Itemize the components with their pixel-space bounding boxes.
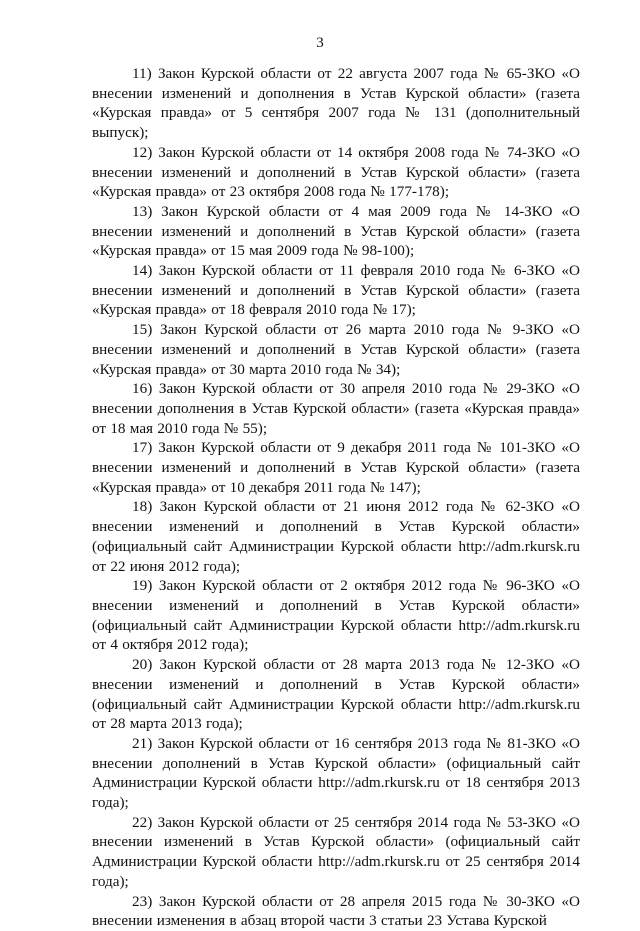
law-item-14: 14) Закон Курской области от 11 февраля 2010 года № 6-ЗКО «О внесении изменений и дополнений в Устав Курской области» (газета «Курская правда» от 18 февраля 2010 года № 17); (92, 262, 580, 319)
document-body (92, 64, 580, 931)
page-number: 3 (316, 35, 324, 51)
law-item-15: 15) Закон Курской области от 26 марта 2010 года № 9-ЗКО «О внесении изменений и дополнений в Устав Курской области» (газета «Курская правда» от 30 марта 2010 года № 34); (92, 321, 580, 378)
law-item-19: 19) Закон Курской области от 2 октября 2012 года № 96-ЗКО «О внесении изменений и дополнений в Устав Курской области» (официальный сайт Администрации Курской области http://adm.rkursk.ru от 4 октября 2012 года); (92, 577, 580, 654)
law-item-13: 13) Закон Курской области от 4 мая 2009 года № 14-ЗКО «О внесении изменений и дополнений в Устав Курской области» (газета «Курская правда» от 15 мая 2009 года № 98-100); (92, 202, 580, 260)
law-item-20: 20) Закон Курской области от 28 марта 2013 года № 12-ЗКО «О внесении изменений и дополнений в Устав Курской области» (официальный сайт Администрации Курской области http://adm.rkursk.ru от 28 марта 2013 года); (92, 656, 580, 733)
law-item-21: 21) Закон Курской области от 16 сентября 2013 года № 81-ЗКО «О внесении дополнений в Устав Курской области» (официальный сайт Администрации Курской области http://adm.rkursk.ru от 18 сентября 2013 года); (92, 734, 580, 812)
law-item-17: 17) Закон Курской области от 9 декабря 2011 года № 101-ЗКО «О внесении изменений и дополнений в Устав Курской области» (газета «Курская правда» от 10 декабря 2011 года № 147); (92, 439, 580, 496)
law-item-22: 22) Закон Курской области от 25 сентября 2014 года № 53-ЗКО «О внесении изменений в Устав Курской области» (официальный сайт Администрации Курской области http://adm.rkursk.ru от 25 сентября 2014 года); (92, 813, 580, 890)
law-item-23: 23) Закон Курской области от 28 апреля 2015 года № 30-ЗКО «О внесении изменения в абзац второй части 3 статьи 23 Устава Курской (92, 892, 580, 930)
law-item-18: 18) Закон Курской области от 21 июня 2012 года № 62-ЗКО «О внесении изменений и дополнений в Устав Курской области» (официальный сайт Администрации Курской области http://adm.rkursk.ru от 22 июня 2012 года); (92, 498, 580, 575)
law-item-16: 16) Закон Курской области от 30 апреля 2010 года № 29-ЗКО «О внесении дополнения в Устав Курской области» (газета «Курская правда» от 18 мая 2010 года № 55); (92, 380, 580, 437)
law-item-12: 12) Закон Курской области от 14 октября 2008 года № 74-ЗКО «О внесении изменений и дополнений в Устав Курской области» (газета «Курская правда» от 23 октября 2008 года № 177-178); (92, 143, 580, 201)
law-item-11: 11) Закон Курской области от 22 августа 2007 года № 65-ЗКО «О внесении изменений и дополнения в Устав Курской области» (газета «Курская правда» от 5 сентября 2007 года № 131 (дополнительный выпуск); (92, 65, 580, 142)
